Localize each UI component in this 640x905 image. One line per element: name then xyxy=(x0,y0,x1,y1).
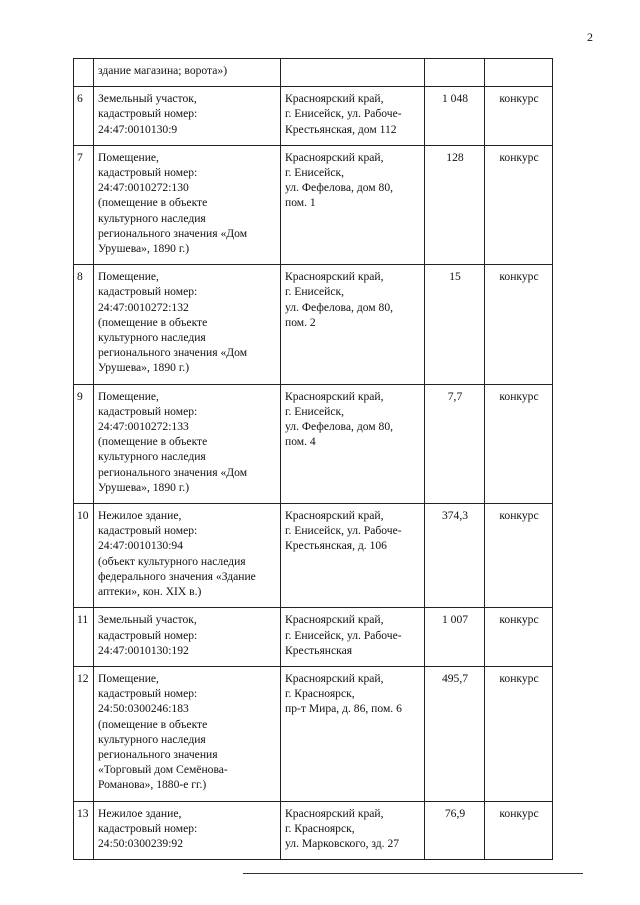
row-number-cell: 9 xyxy=(74,384,94,503)
area-cell: 128 xyxy=(425,145,485,264)
address-line: ул. Фефелова, дом 80, xyxy=(285,420,394,434)
object-description-line: Помещение, xyxy=(98,270,159,284)
object-description-line: кадастровый номер: xyxy=(98,107,198,121)
object-description-line: регионального значения «Дом xyxy=(98,465,248,479)
table-row xyxy=(74,801,553,860)
object-description-line: кадастровый номер: xyxy=(98,524,198,538)
object-description-line: кадастровый номер: xyxy=(98,404,198,418)
sale-method-cell: конкурс xyxy=(485,265,553,384)
object-description-line: 24:47:0010130:192 xyxy=(98,643,189,657)
area-cell: 7,7 xyxy=(425,384,485,503)
sale-method-cell: конкурс xyxy=(485,145,553,264)
address-cell xyxy=(281,59,425,87)
address-cell xyxy=(281,666,425,801)
sale-method-cell: конкурс xyxy=(485,608,553,667)
object-description-cell xyxy=(94,666,281,801)
object-description-line: 24:50:0300246:183 xyxy=(98,702,189,716)
object-description-line: (помещение в объекте xyxy=(98,435,208,449)
object-description-cell: здание магазина; ворота») xyxy=(94,59,281,87)
object-description-line: регионального значения «Дом xyxy=(98,226,248,240)
address-line: Красноярский край, xyxy=(285,613,384,627)
object-description-line: 24:47:0010272:130 xyxy=(98,181,189,195)
object-description-line: Помещение, xyxy=(98,389,159,403)
object-description-line: культурного наследия xyxy=(98,331,206,345)
address-cell xyxy=(281,145,425,264)
object-description-line: кадастровый номер: xyxy=(98,166,198,180)
address-cell xyxy=(281,87,425,146)
property-table xyxy=(73,58,553,860)
area-cell: 15 xyxy=(425,265,485,384)
address-line: Красноярский край, xyxy=(285,92,384,106)
object-description-cell xyxy=(94,608,281,667)
address-line: г. Енисейск, ул. Рабоче- xyxy=(285,628,402,642)
address-line: пр-т Мира, д. 86, пом. 6 xyxy=(285,702,402,716)
table-row xyxy=(74,145,553,264)
object-description-line: Помещение, xyxy=(98,150,159,164)
address-line: Красноярский край, xyxy=(285,150,384,164)
object-description-line: (объект культурного наследия xyxy=(98,554,246,568)
address-line: Красноярский край, xyxy=(285,509,384,523)
object-description-line: 24:50:0300239:92 xyxy=(98,836,184,850)
address-line: г. Енисейск, ул. Рабоче- xyxy=(285,107,402,121)
object-description-line: (помещение в объекте xyxy=(98,315,208,329)
object-description-line: кадастровый номер: xyxy=(98,285,198,299)
address-cell xyxy=(281,504,425,608)
object-description-cell xyxy=(94,384,281,503)
table-row xyxy=(74,265,553,384)
object-description-line: культурного наследия xyxy=(98,450,206,464)
row-number-cell: 10 xyxy=(74,504,94,608)
row-number-cell xyxy=(74,59,94,87)
sale-method-cell: конкурс xyxy=(485,504,553,608)
address-line: г. Енисейск, ул. Рабоче- xyxy=(285,524,402,538)
table-row xyxy=(74,384,553,503)
sale-method-cell xyxy=(485,59,553,87)
bottom-rule xyxy=(243,873,583,874)
address-line: пом. 4 xyxy=(285,435,316,449)
address-line: пом. 1 xyxy=(285,196,316,210)
object-description-line: федерального значения «Здание xyxy=(98,569,256,583)
address-line: Крестьянская, дом 112 xyxy=(285,122,397,136)
address-cell xyxy=(281,384,425,503)
sale-method-cell: конкурс xyxy=(485,801,553,860)
address-line: Красноярский край, xyxy=(285,671,384,685)
table-row xyxy=(74,87,553,146)
object-description-line: 24:47:0010272:132 xyxy=(98,300,189,314)
table-row xyxy=(74,504,553,608)
sale-method-cell: конкурс xyxy=(485,384,553,503)
object-description-line: Урушева», 1890 г.) xyxy=(98,480,190,494)
address-line: Крестьянская xyxy=(285,643,353,657)
object-description-line: «Торговый дом Семёнова- xyxy=(98,763,228,777)
row-number-cell: 11 xyxy=(74,608,94,667)
address-line: ул. Фефелова, дом 80, xyxy=(285,300,394,314)
object-description-line: культурного наследия xyxy=(98,732,206,746)
object-description-cell xyxy=(94,145,281,264)
object-description-line: Нежилое здание, xyxy=(98,806,182,820)
object-description-cell xyxy=(94,87,281,146)
object-description-line: Земельный участок, xyxy=(98,613,197,627)
object-description-line: Земельный участок, xyxy=(98,92,197,106)
object-description-line: Нежилое здание, xyxy=(98,509,182,523)
row-number-cell: 13 xyxy=(74,801,94,860)
area-cell: 76,9 xyxy=(425,801,485,860)
object-description-line: аптеки», кон. XIX в.) xyxy=(98,585,202,599)
object-description-line: Романова», 1880-е гг.) xyxy=(98,778,207,792)
area-cell xyxy=(425,59,485,87)
address-line: Красноярский край, xyxy=(285,806,384,820)
row-number-cell: 6 xyxy=(74,87,94,146)
page-number: 2 xyxy=(587,30,593,44)
sale-method-cell: конкурс xyxy=(485,87,553,146)
address-line: г. Красноярск, xyxy=(285,821,355,835)
sale-method-cell: конкурс xyxy=(485,666,553,801)
object-description-line: 24:47:0010130:94 xyxy=(98,539,184,553)
row-number-cell: 12 xyxy=(74,666,94,801)
object-description-line: культурного наследия xyxy=(98,211,206,225)
object-description-line: (помещение в объекте xyxy=(98,717,208,731)
object-description-cell xyxy=(94,504,281,608)
address-line: г. Енисейск, xyxy=(285,166,345,180)
object-description-line: (помещение в объекте xyxy=(98,196,208,210)
address-line: г. Енисейск, xyxy=(285,404,345,418)
address-line: Крестьянская, д. 106 xyxy=(285,539,387,553)
area-cell: 1 048 xyxy=(425,87,485,146)
address-line: ул. Фефелова, дом 80, xyxy=(285,181,394,195)
object-description-line: Урушева», 1890 г.) xyxy=(98,361,190,375)
row-number-cell: 8 xyxy=(74,265,94,384)
object-description-line: кадастровый номер: xyxy=(98,628,198,642)
area-cell: 374,3 xyxy=(425,504,485,608)
property-table-body xyxy=(74,59,553,860)
address-cell xyxy=(281,265,425,384)
object-description-line: 24:47:0010130:9 xyxy=(98,122,178,136)
address-line: г. Красноярск, xyxy=(285,687,355,701)
object-description-line: кадастровый номер: xyxy=(98,687,198,701)
object-description-line: Помещение, xyxy=(98,671,159,685)
address-line: ул. Марковского, зд. 27 xyxy=(285,836,400,850)
object-description-line: регионального значения «Дом xyxy=(98,346,248,360)
table-row xyxy=(74,608,553,667)
continuation-row xyxy=(74,59,553,87)
object-description-line: кадастровый номер: xyxy=(98,821,198,835)
object-description-cell xyxy=(94,801,281,860)
address-line: Красноярский край, xyxy=(285,270,384,284)
address-line: пом. 2 xyxy=(285,315,316,329)
address-line: г. Енисейск, xyxy=(285,285,345,299)
address-line: Красноярский край, xyxy=(285,389,384,403)
table-row xyxy=(74,666,553,801)
address-cell xyxy=(281,608,425,667)
row-number-cell: 7 xyxy=(74,145,94,264)
object-description-line: Урушева», 1890 г.) xyxy=(98,242,190,256)
object-description-cell xyxy=(94,265,281,384)
address-cell xyxy=(281,801,425,860)
object-description-line: 24:47:0010272:133 xyxy=(98,420,189,434)
area-cell: 495,7 xyxy=(425,666,485,801)
object-description-line: регионального значения xyxy=(98,747,218,761)
area-cell: 1 007 xyxy=(425,608,485,667)
